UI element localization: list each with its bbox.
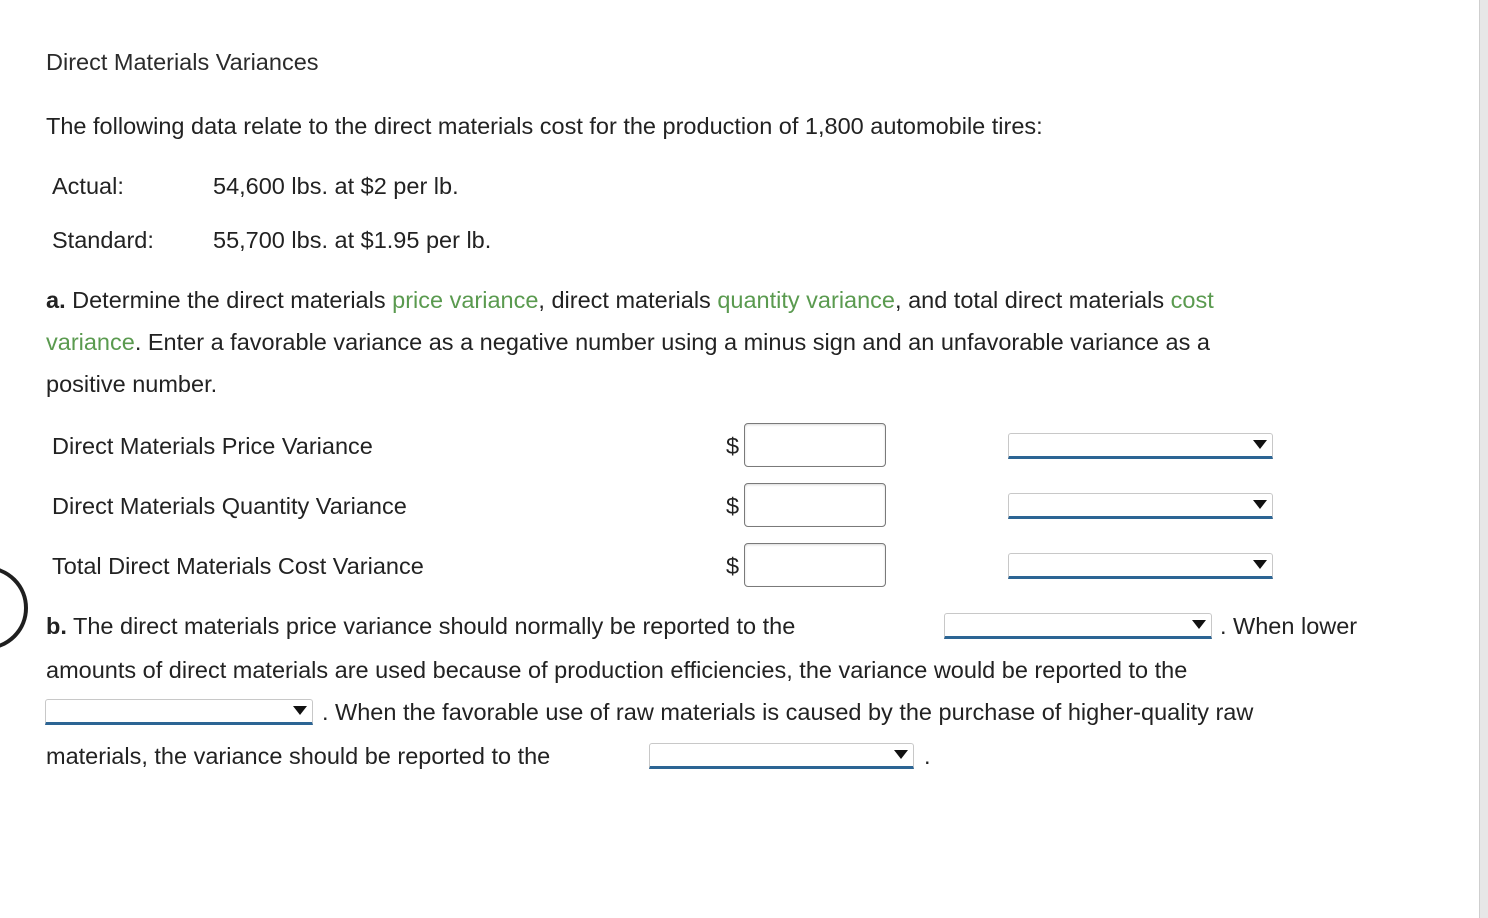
- part-b-line-1: b. The direct materials price variance should normally be reported to the: [46, 613, 796, 639]
- total-cost-variance-label: Total Direct Materials Cost Variance: [52, 553, 424, 579]
- chevron-down-icon: [1253, 440, 1267, 449]
- chevron-down-icon: [1192, 620, 1206, 629]
- part-a-letter: a.: [46, 287, 66, 313]
- price-variance-input[interactable]: [744, 423, 886, 467]
- part-b-line-3: . When the favorable use of raw materials is caused by the purchase of higher-quality raw: [322, 699, 1254, 725]
- chevron-down-icon: [1253, 500, 1267, 509]
- actual-value: 54,600 lbs. at $2 per lb.: [213, 173, 459, 199]
- price-variance-label: Direct Materials Price Variance: [52, 433, 373, 459]
- quantity-variance-label: Direct Materials Quantity Variance: [52, 493, 407, 519]
- price-variance-link[interactable]: price variance: [392, 287, 539, 313]
- chevron-down-icon: [894, 750, 908, 759]
- quantity-variance-link[interactable]: quantity variance: [717, 287, 896, 313]
- actual-label: Actual:: [52, 173, 124, 199]
- quantity-variance-currency: $: [726, 493, 740, 519]
- price-variance-currency: $: [726, 433, 740, 459]
- cost-variance-link-part1[interactable]: cost: [1170, 287, 1214, 313]
- standard-label: Standard:: [52, 227, 154, 253]
- production-efficiency-report-to-select[interactable]: [45, 699, 313, 725]
- problem-intro: The following data relate to the direct materials cost for the production of 1,800 automobile tires:: [46, 113, 1043, 139]
- chevron-down-icon: [293, 706, 307, 715]
- part-b-line-4: materials, the variance should be reported to the: [46, 743, 551, 769]
- partial-circle-graphic: [0, 566, 28, 650]
- chevron-down-icon: [1253, 560, 1267, 569]
- higher-quality-materials-report-to-select[interactable]: [649, 743, 914, 769]
- part-b-letter: b.: [46, 613, 67, 639]
- total-cost-variance-input[interactable]: [744, 543, 886, 587]
- cost-variance-link-part2[interactable]: variance: [46, 329, 135, 355]
- quantity-variance-fav-unfav-select[interactable]: [1008, 493, 1273, 519]
- price-variance-fav-unfav-select[interactable]: [1008, 433, 1273, 459]
- standard-value: 55,700 lbs. at $1.95 per lb.: [213, 227, 492, 253]
- quantity-variance-input[interactable]: [744, 483, 886, 527]
- total-cost-variance-currency: $: [726, 553, 740, 579]
- scrollbar-track[interactable]: [1479, 0, 1488, 918]
- total-cost-variance-fav-unfav-select[interactable]: [1008, 553, 1273, 579]
- price-variance-report-to-select[interactable]: [944, 613, 1212, 639]
- part-a-instructions: a. Determine the direct materials price variance, direct materials quantity variance, and total direct materials cost variance. Enter a favorable variance as a negative number using a minus sign and an unfavorable variance as a positive number.: [46, 287, 1214, 397]
- page-title: Direct Materials Variances: [46, 49, 319, 75]
- part-b-line-2: amounts of direct materials are used because of production efficiencies, the variance would be reported to the: [46, 657, 1188, 683]
